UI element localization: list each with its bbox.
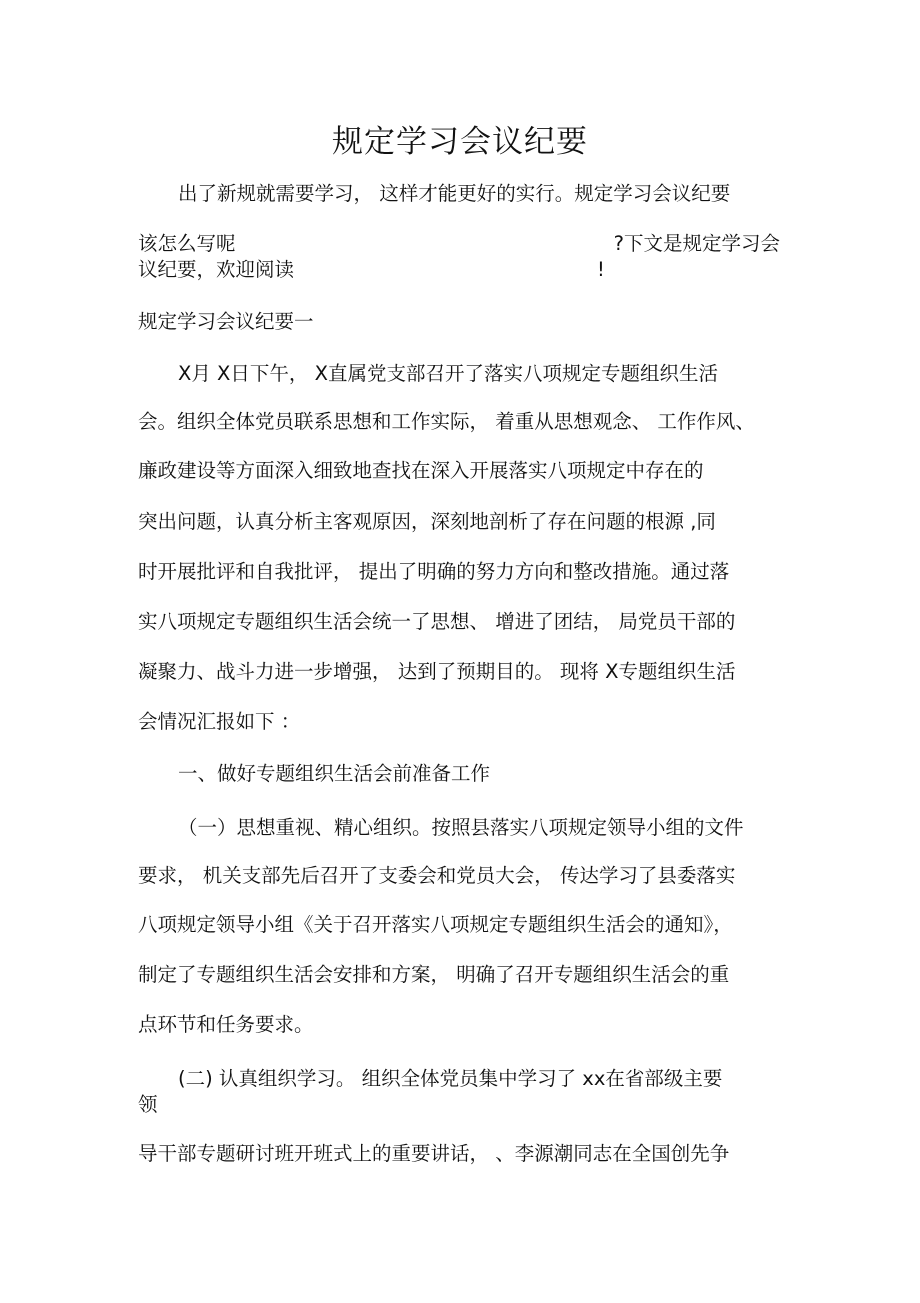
para1-line: 实八项规定专题组织生活会统一了思想、 增进了团结， 局党员干部的: [138, 610, 736, 633]
para3-line: (二) 认真组织学习。 组织全体党员集中学习了 xx在省部级主要: [178, 1067, 723, 1090]
para1-line: 凝聚力、战斗力进一步增强， 达到了预期目的。 现将 X专题组织生活: [138, 660, 736, 683]
para2-line: 八项规定领导小组《关于召开落实八项规定专题组织生活会的通知》，: [138, 913, 733, 936]
para2-line: 要求， 机关支部先后召开了支委会和党员大会， 传达学习了县委落实: [138, 864, 736, 887]
heading-1: 一、做好专题组织生活会前准备工作: [178, 762, 491, 785]
section-heading: 规定学习会议纪要一: [138, 310, 314, 333]
para2-line: （一）思想重视、精心组织。按照县落实八项规定领导小组的文件: [178, 816, 744, 839]
para1-line: 突出问题，认真分析主客观原因，深刻地剖析了存在问题的根源 ,同: [138, 510, 716, 533]
intro-line-3-right: !: [597, 258, 605, 281]
para2-line: 制定了专题组织生活会安排和方案， 明确了召开专题组织生活会的重: [138, 963, 730, 986]
para2-line: 点环节和任务要求。: [138, 1013, 314, 1036]
para3-line: 导干部专题研讨班开班式上的重要讲话， 、李源潮同志在全国创先争: [138, 1142, 730, 1165]
document-title: 规定学习会议纪要: [332, 124, 588, 160]
intro-line-3-left: 议纪要，欢迎阅读: [138, 258, 295, 281]
para1-line: X月 X日下午， X直属党支部召开了落实八项规定专题组织生活: [178, 362, 718, 385]
para1-line: 廉政建设等方面深入细致地查找在深入开展落实八项规定中存在的: [138, 459, 704, 482]
intro-line-2-right: ?下文是规定学习会: [613, 232, 780, 255]
para3-line: 领: [138, 1093, 158, 1116]
para1-line: 会。组织全体党员联系思想和工作实际， 着重从思想观念、 工作作风、: [138, 410, 755, 433]
para1-line: 会情况汇报如下 ：: [138, 710, 301, 733]
para1-line: 时开展批评和自我批评， 提出了明确的努力方向和整改措施。通过落: [138, 560, 730, 583]
intro-line-1: 出了新规就需要学习， 这样才能更好的实行。规定学习会议纪要: [178, 182, 731, 205]
intro-line-2-left: 该怎么写呢: [138, 232, 236, 255]
